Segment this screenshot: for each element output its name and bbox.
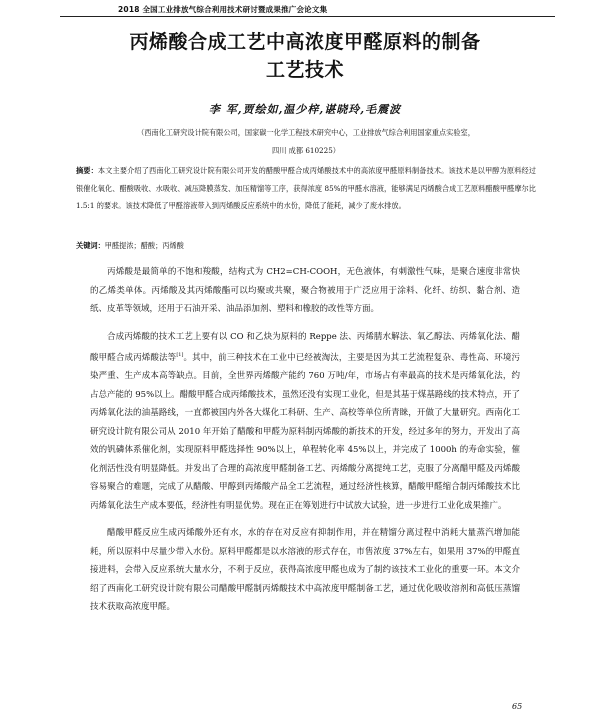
title-line-2: 工艺技术 <box>265 59 344 81</box>
keywords-label: 关键词： <box>76 241 105 250</box>
abstract <box>76 162 536 215</box>
citation-1: [1] <box>176 352 184 358</box>
affiliation-line-2: 四川 成都 610225） <box>272 146 340 155</box>
page-number: 65 <box>512 702 523 711</box>
header-rule <box>60 16 555 17</box>
affiliation-line-1: （西南化工研究设计院有限公司，国家碳一化学工程技术研究中心，工业排放气综合利用国家重点实验室， <box>137 128 475 137</box>
running-head: 2018 全国工业排放气综合利用技术研讨暨成果推广会论文集 <box>118 5 328 14</box>
authors: 李 军,贾绘如,温少梓,谌晓玲,毛震波 <box>208 103 402 116</box>
abstract-label: 摘要： <box>76 166 98 175</box>
body-text <box>90 263 520 626</box>
keywords <box>76 239 536 253</box>
paragraph-2-part-a: 合成丙烯酸的技术工艺上要有以 CO 和乙炔为原料的 Reppe 法、丙烯腈水解法、氧乙醇法、丙烯氧化法、醋酸甲醛合成丙烯酸法等 <box>90 331 520 363</box>
paragraph-1: 丙烯酸是最简单的不饱和羧酸，结构式为 CH2=CH-COOH，无色液体，有刺激性气味，是聚合速度非常快的乙烯类单体。丙烯酸及其丙烯酸酯可以均聚或共聚，聚合物被用于广泛应用于涂料、化纤、纺织、黏合剂、造纸、皮革等领域，还用于石油开采、油品添加剂、塑料和橡胶的改性等方面。 <box>90 267 520 314</box>
affiliation <box>76 124 536 160</box>
keywords-text: 甲醛提浓；醋酸；丙烯酸 <box>104 241 184 250</box>
paragraph-2 <box>90 328 520 516</box>
paragraph-2-part-b: 。其中，前三种技术在工业中已经被淘汰，主要是因为其工艺流程复杂、毒性高、环境污染严重、生产成本高等缺点。目前，全世界丙烯酸产能约 760 万吨/年，市场占有率最高的技术是丙烯氧化法，约占总产能的 95%以上。醋酸甲醛合成丙烯酸技术，虽然还没有实现工业化，但是其基于煤基路线的技术特点，开了丙烯氧化法的油基路线，一直都被国内外各大煤化工科研、生产、高校等单位所青睐，开做了大量研究。西南化工研究设计院有限公司从 2010 年开始了醋酸和甲醛为原料制丙烯酸的新技术的开发，经过多年的努力，开发出了高效的钒磷体系催化剂，实现原料甲醛选择性 90%以上，单程转化率 45%以上，并完成了 1000h 的寿命实验，催化剂活性没有明显降低。并发出了合理的高浓度甲醛制备工艺、丙烯酸分离提纯工艺，克服了分离醋甲醛及丙烯酸容易聚合的难题，完成了从醋酸、甲醇到丙烯酸产品全工艺流程，通过经济性核算，醋酸甲醛缩合制丙烯酸技术比丙烯氧化法生产成本要低，经济性有明显优势。现在正在筹划进行中试放大试验，进一步进行工业化成果推广。 <box>90 352 520 511</box>
title-line-1: 丙烯酸合成工艺中高浓度甲醛原料的制备 <box>129 31 481 53</box>
paragraph-3: 醋酸甲醛反应生成丙烯酸外还有水，水的存在对反应有抑制作用，并在精馏分离过程中消耗大量蒸汽增加能耗，所以原料中尽量少带入水份。原料甲醛都是以水溶液的形式存在，市售浓度 37%左右，如果用 37%的甲醛直接进料，会带入反应系统大量水分，不利于反应，获得高浓度甲醛也成为了制约该技术工业化的重要一环。本文介绍了西南化工研究设计院有限公司醋酸甲醛制丙烯酸技术中高浓度甲醛制备工艺，通过优化吸收溶剂和高低压蒸馏技术获取高浓度甲醛。 <box>90 528 520 613</box>
abstract-text: 本文主要介绍了西南化工研究设计院有限公司开发的醋酸甲醛合成丙烯酸技术中的高浓度甲醛原料制备技术。该技术是以甲醇为原料经过银催化氧化、醋酸吸收、水吸收、减压降膜蒸发、加压精馏等工序，获得浓度 85%的甲醛水溶液，能够满足丙烯酸合成工艺原料醋酸甲醛摩尔比 1.5:1 的要求。该技术降低了甲醛溶液带入到丙烯酸反应系统中的水份，降低了能耗，减少了废水排放。 <box>76 166 536 210</box>
paper-title <box>70 28 540 84</box>
